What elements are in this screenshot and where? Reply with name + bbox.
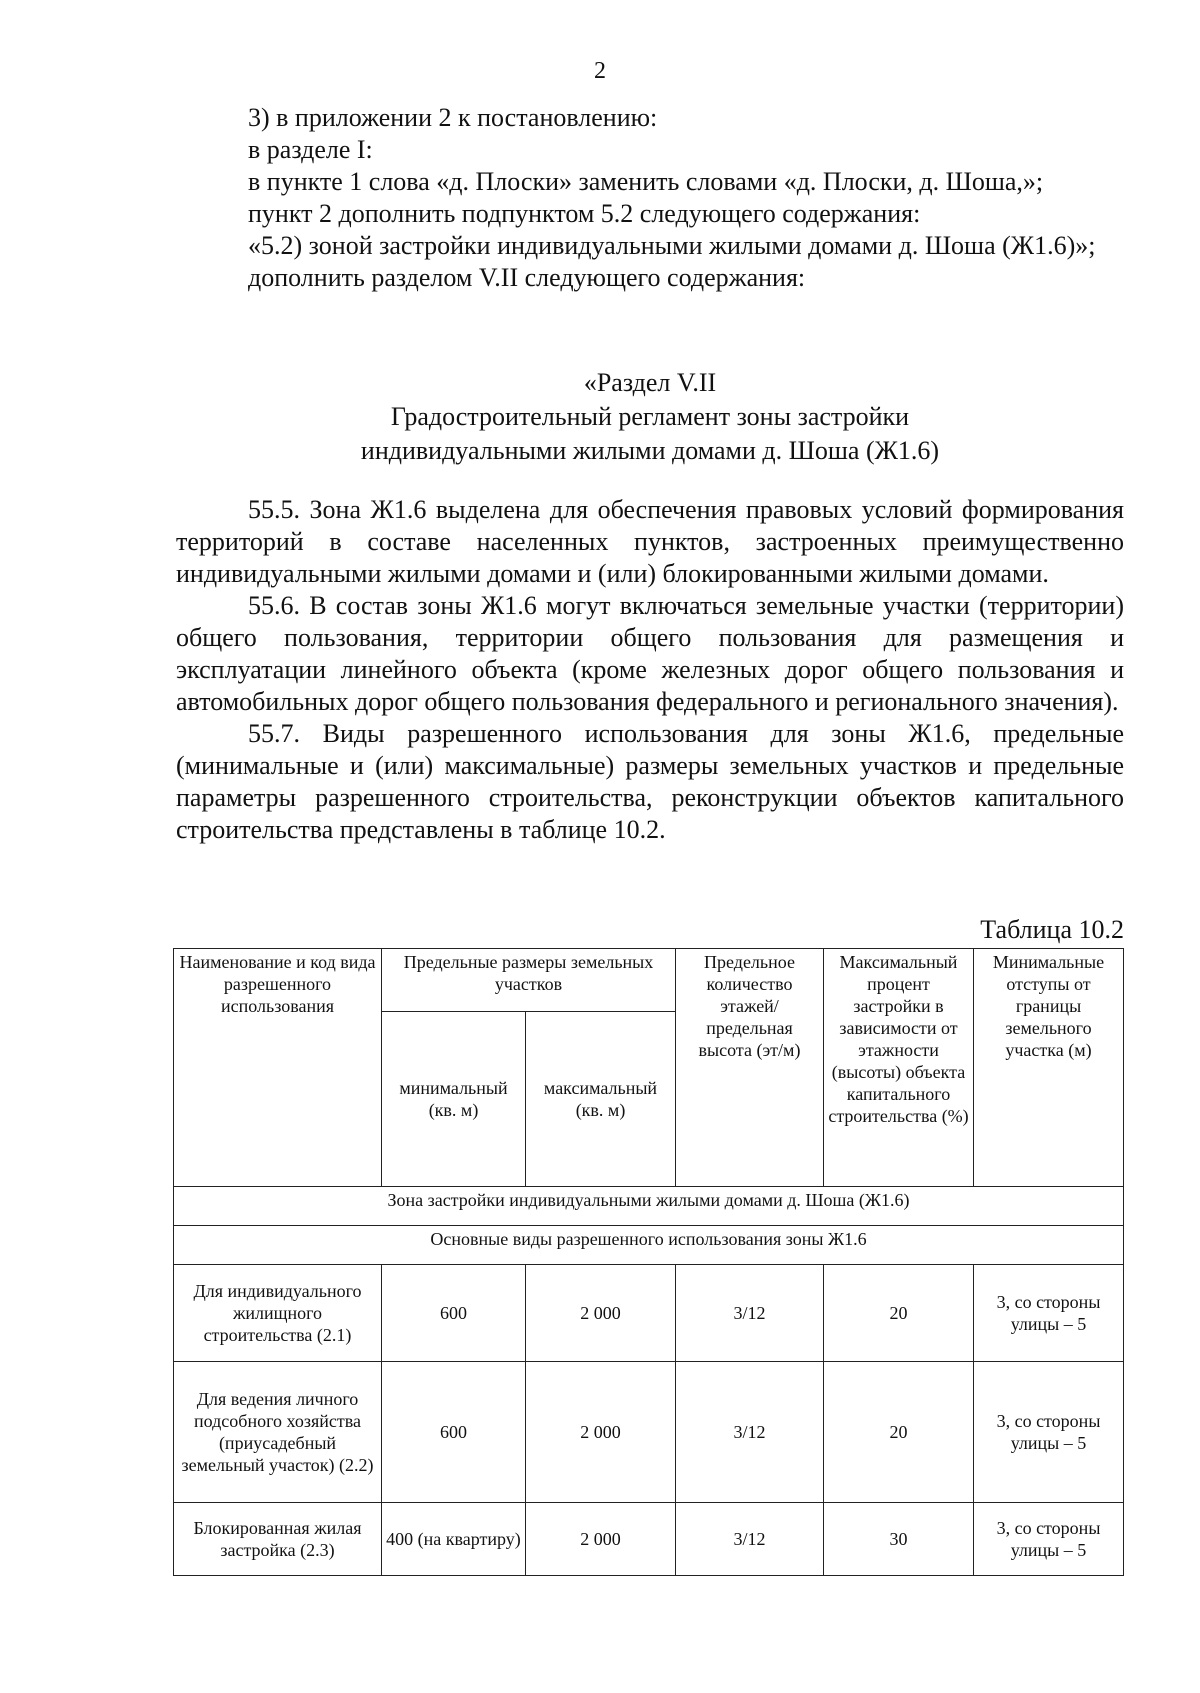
- intro-line: «5.2) зоной застройки индивидуальными жилыми домами д. Шоша (Ж1.6)»;: [248, 231, 1096, 260]
- cell-name: Для индивидуального жилищного строительства (2.1): [174, 1265, 382, 1362]
- intro-line: 3) в приложении 2 к постановлению:: [248, 103, 658, 132]
- cell-setback: 3, со стороны улицы – 5: [974, 1362, 1124, 1503]
- cell-floors: 3/12: [676, 1362, 824, 1503]
- table-row: [174, 1503, 1124, 1576]
- header-max: максимальный (кв. м): [526, 1012, 676, 1187]
- cell-setback: 3, со стороны улицы – 5: [974, 1503, 1124, 1576]
- paragraph: 55.7. Виды разрешенного использования для зоны Ж1.6, предельные (минимальные и (или) максимальные) размеры земельных участков и предельные параметры разрешенного строительства, реконструкции объектов капитального строительства представлены в таблице 10.2.: [176, 719, 1124, 844]
- cell-max: 2 000: [526, 1265, 676, 1362]
- section-heading-line: индивидуальными жилыми домами д. Шоша (Ж1.6): [360, 436, 940, 465]
- main-types-row: Основные виды разрешенного использования зоны Ж1.6: [174, 1226, 1124, 1265]
- table-caption: Таблица 10.2: [980, 915, 1124, 944]
- paragraph: 55.5. Зона Ж1.6 выделена для обеспечения правовых условий формирования территорий в составе населенных пунктов, застроенных преимущественно индивидуальными жилыми домами и (или) блокированными жилыми домами.: [176, 495, 1124, 588]
- cell-min: 600: [382, 1362, 526, 1503]
- intro-line: пункт 2 дополнить подпунктом 5.2 следующего содержания:: [248, 199, 921, 228]
- intro-line: в разделе I:: [248, 135, 373, 164]
- table-row: [174, 1362, 1124, 1503]
- cell-min: 400 (на квартиру): [382, 1503, 526, 1576]
- section-heading-line: «Раздел V.II: [583, 368, 717, 397]
- page-number: 2: [594, 58, 606, 84]
- intro-line: дополнить разделом V.II следующего содержания:: [248, 263, 806, 292]
- cell-floors: 3/12: [676, 1265, 824, 1362]
- regulation-table: [173, 948, 1124, 1576]
- cell-percent: 20: [824, 1362, 974, 1503]
- cell-percent: 20: [824, 1265, 974, 1362]
- section-heading-line: Градостроительный регламент зоны застройки: [390, 402, 910, 431]
- cell-floors: 3/12: [676, 1503, 824, 1576]
- section-heading: [176, 366, 1124, 468]
- cell-name: Для ведения личного подсобного хозяйства (приусадебный земельный участок) (2.2): [174, 1362, 382, 1503]
- cell-name: Блокированная жилая застройка (2.3): [174, 1503, 382, 1576]
- cell-min: 600: [382, 1265, 526, 1362]
- header-name: Наименование и код вида разрешенного использования: [174, 949, 382, 1187]
- zone-title-row: Зона застройки индивидуальными жилыми домами д. Шоша (Ж1.6): [174, 1187, 1124, 1226]
- cell-percent: 30: [824, 1503, 974, 1576]
- header-setback: Минимальные отступы от границы земельного участка (м): [974, 949, 1124, 1187]
- intro-line: в пункте 1 слова «д. Плоски» заменить словами «д. Плоски, д. Шоша,»;: [248, 167, 1044, 196]
- paragraph: 55.6. В состав зоны Ж1.6 могут включаться земельные участки (территории) общего пользования, территории общего пользования для размещения и эксплуатации линейного объекта (кроме железных дорог общего пользования и автомобильных дорог общего пользования федерального и регионального значения).: [176, 591, 1124, 716]
- cell-setback: 3, со стороны улицы – 5: [974, 1265, 1124, 1362]
- paragraphs-block: [176, 494, 1124, 846]
- intro-block: [176, 102, 1124, 294]
- header-plot-sizes: Предельные размеры земельных участков: [382, 949, 676, 1012]
- table-row: [174, 1265, 1124, 1362]
- header-percent: Максимальный процент застройки в зависимости от этажности (высоты) объекта капитального строительства (%): [824, 949, 974, 1187]
- header-floors: Предельное количество этажей/ предельная высота (эт/м): [676, 949, 824, 1187]
- cell-max: 2 000: [526, 1503, 676, 1576]
- header-min: минимальный (кв. м): [382, 1012, 526, 1187]
- cell-max: 2 000: [526, 1362, 676, 1503]
